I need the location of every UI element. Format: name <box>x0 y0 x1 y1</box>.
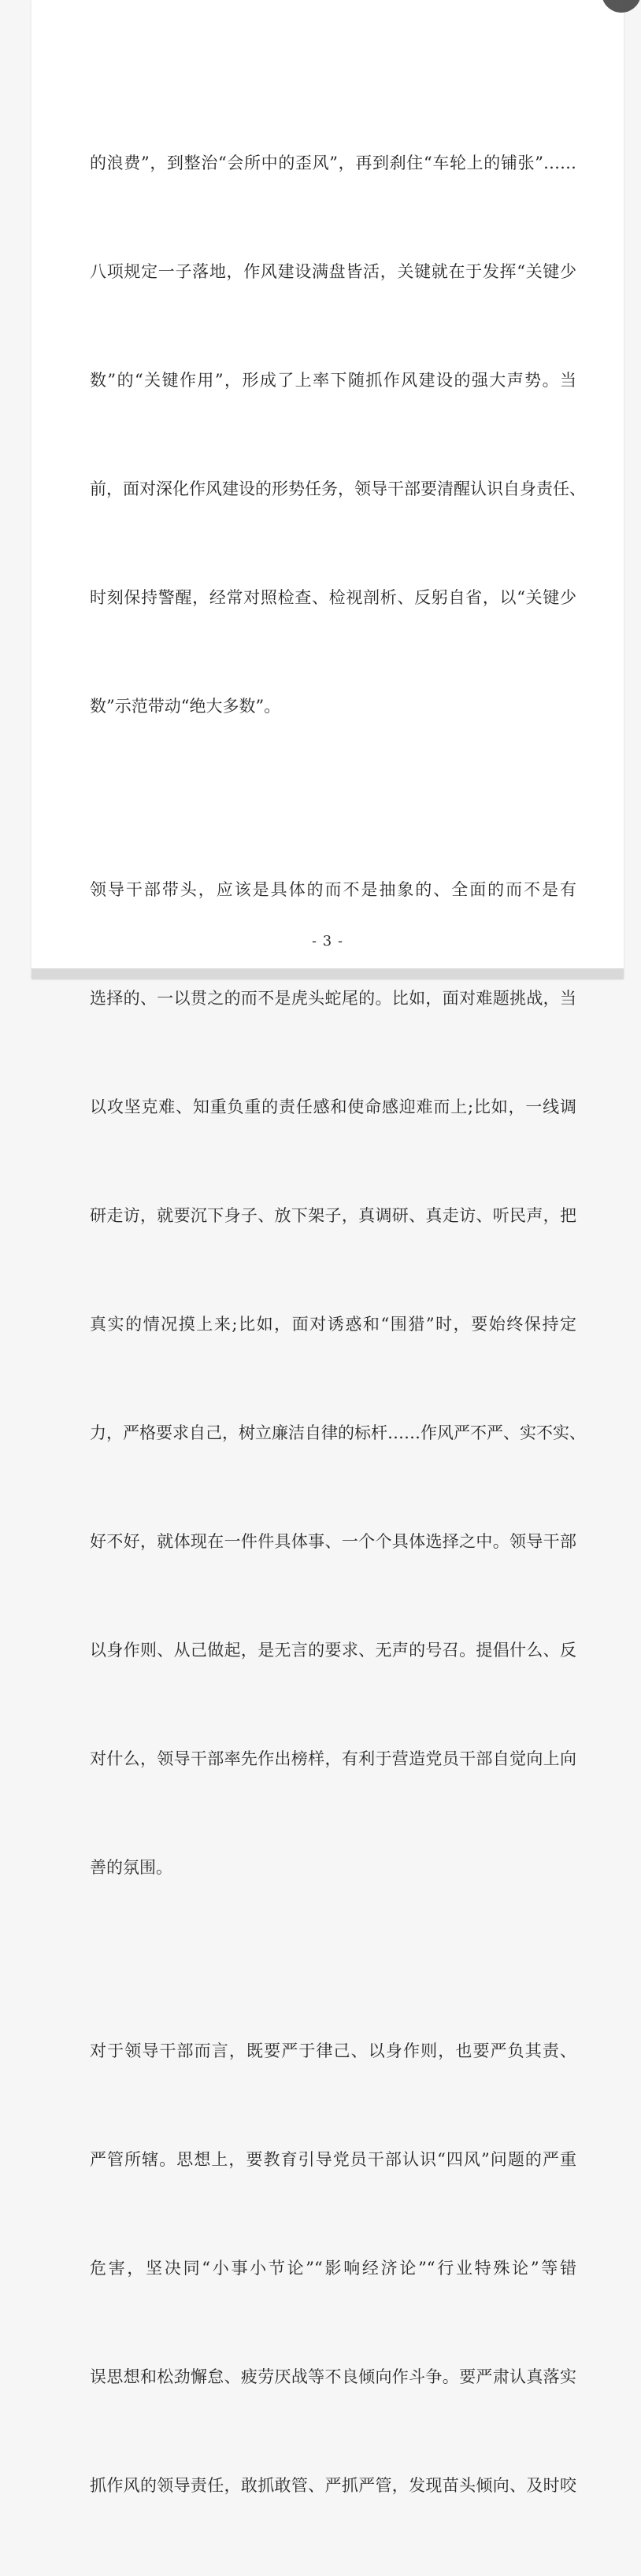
paragraph-line: 研走访，就要沉下身子、放下架子，真调研、真走访、听民声，把 <box>90 1206 576 1225</box>
paragraph-line: 以身作则、从己做起，是无言的要求、无声的号召。提倡什么、反 <box>90 1641 576 1660</box>
paragraph-line: 力，严格要求自己，树立廉洁自律的标杆……作风严不严、实不实、 <box>90 1423 586 1442</box>
paragraph-1 <box>90 72 586 797</box>
page-bottom-edge <box>31 968 624 979</box>
paragraph-line: 严管所辖。思想上，要教育引导党员干部认识“四风”问题的严重 <box>90 2150 576 2169</box>
paragraph-line: 领导干部带头，应该是具体的而不是抽象的、全面的而不是有 <box>90 880 576 899</box>
paragraph-line: 以攻坚克难、知重负重的责任感和使命感迎难而上;比如，一线调 <box>90 1097 576 1116</box>
paragraph-line: 好不好，就体现在一件件具体事、一个个具体选择之中。领导干部 <box>90 1532 576 1551</box>
paragraph-line: 抓作风的领导责任，敢抓敢管、严抓严管，发现苗头倾向、及时咬 <box>90 2476 576 2495</box>
paragraph-line: 善的氛围。 <box>90 1858 172 1877</box>
circle-button[interactable] <box>602 0 641 13</box>
paragraph-line: 对于领导干部而言，既要严于律己、以身作则，也要严负其责、 <box>90 2041 576 2060</box>
paragraph-line: 的浪费”，到整治“会所中的歪风”，再到刹住“车轮上的铺张”…… <box>90 154 576 172</box>
paragraph-line: 真实的情况摸上来;比如，面对诱惑和“围猎”时，要始终保持定 <box>90 1315 576 1334</box>
paragraph-3 <box>90 1960 576 2576</box>
page-number: - 3 - <box>311 933 344 949</box>
paragraph-line: 前，面对深化作风建设的形势任务，领导干部要清醒认识自身责任、 <box>90 479 586 498</box>
paragraph-line: 误思想和松劲懈怠、疲劳厌战等不良倾向作斗争。要严肃认真落实 <box>90 2367 576 2386</box>
paragraph-line: 选择的、一以贯之的而不是虎头蛇尾的。比如，面对难题挑战，当 <box>90 989 576 1008</box>
paragraph-line: 数”的“关键作用”，形成了上率下随抓作风建设的强大声势。当 <box>90 371 576 390</box>
document-page <box>31 0 624 2495</box>
paragraph-line: 时刻保持警醒，经常对照检查、检视剖析、反躬自省，以“关键少 <box>90 588 576 607</box>
paragraph-line: 八项规定一子落地，作风建设满盘皆活，关键就在于发挥“关键少 <box>90 262 576 281</box>
document-body <box>90 72 586 2576</box>
paragraph-line: 数”示范带动“绝大多数”。 <box>90 697 281 716</box>
paragraph-line: 危害，坚决同“小事小节论”“影响经济论”“行业特殊论”等错 <box>90 2259 576 2278</box>
paragraph-line: 对什么，领导干部率先作出榜样，有利于营造党员干部自觉向上向 <box>90 1749 576 1768</box>
